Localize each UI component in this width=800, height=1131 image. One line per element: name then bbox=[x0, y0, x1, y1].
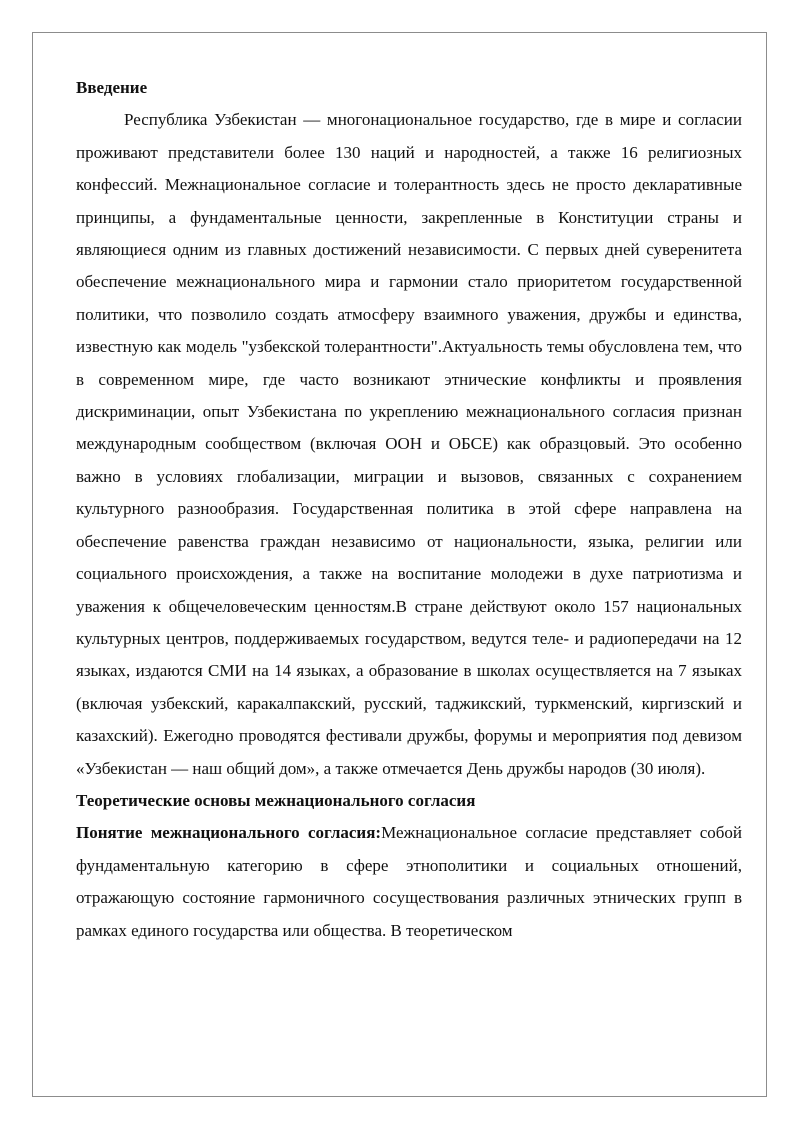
section-heading: Теоретические основы межнационального согласия bbox=[76, 790, 476, 810]
intro-heading: Введение bbox=[76, 78, 148, 97]
document-body bbox=[76, 72, 742, 947]
concept-paragraph bbox=[76, 817, 742, 947]
concept-text: Межнациональное согласие представляет собой фундаментальную категорию в сфере этнополитики и социальных отношений, отражающую состояние гармоничного сосуществования различных этнических групп в рамках единого государства или общества. В теоретическом bbox=[76, 823, 742, 940]
intro-paragraph: Республика Узбекистан — многонациональное государство, где в мире и согласии проживают представители более 130 наций и народностей, а также 16 религиозных конфессий. Межнациональное согласие и толерантность здесь не просто декларативные принципы, а фундаментальные ценности, закрепленные в Конституции страны и являющиеся одним из главных достижений независимости. С первых дней суверенитета обеспечение межнационального мира и гармонии стало приоритетом государственной политики, что позволило создать атмосферу взаимного уважения, дружбы и единства, известную как модель "узбекской толерантности".Актуальность темы обусловлена тем, что в современном мире, где часто возникают этнические конфликты и проявления дискриминации, опыт Узбекистана по укреплению межнационального согласия признан международным сообществом (включая ООН и ОБСЕ) как образцовый. Это особенно важно в условиях глобализации, миграции и вызовов, связанных с сохранением культурного разнообразия. Государственная политика в этой сфере направлена на обеспечение равенства граждан независимо от национальности, языка, религии или социального происхождения, а также на воспитание молодежи в духе патриотизма и уважения к общечеловеческим ценностям.В стране действуют около 157 национальных культурных центров, поддерживаемых государством, ведутся теле- и радиопередачи на 12 языках, издаются СМИ на 14 языках, а образование в школах осуществляется на 7 языках (включая узбекский, каракалпакский, русский, таджикский, туркменский, киргизский и казахский). Ежегодно проводятся фестивали дружбы, форумы и мероприятия под девизом «Узбекистан — наш общий дом», а также отмечается День дружбы народов (30 июля). bbox=[76, 110, 742, 778]
concept-term: Понятие межнационального согласия: bbox=[76, 823, 382, 843]
